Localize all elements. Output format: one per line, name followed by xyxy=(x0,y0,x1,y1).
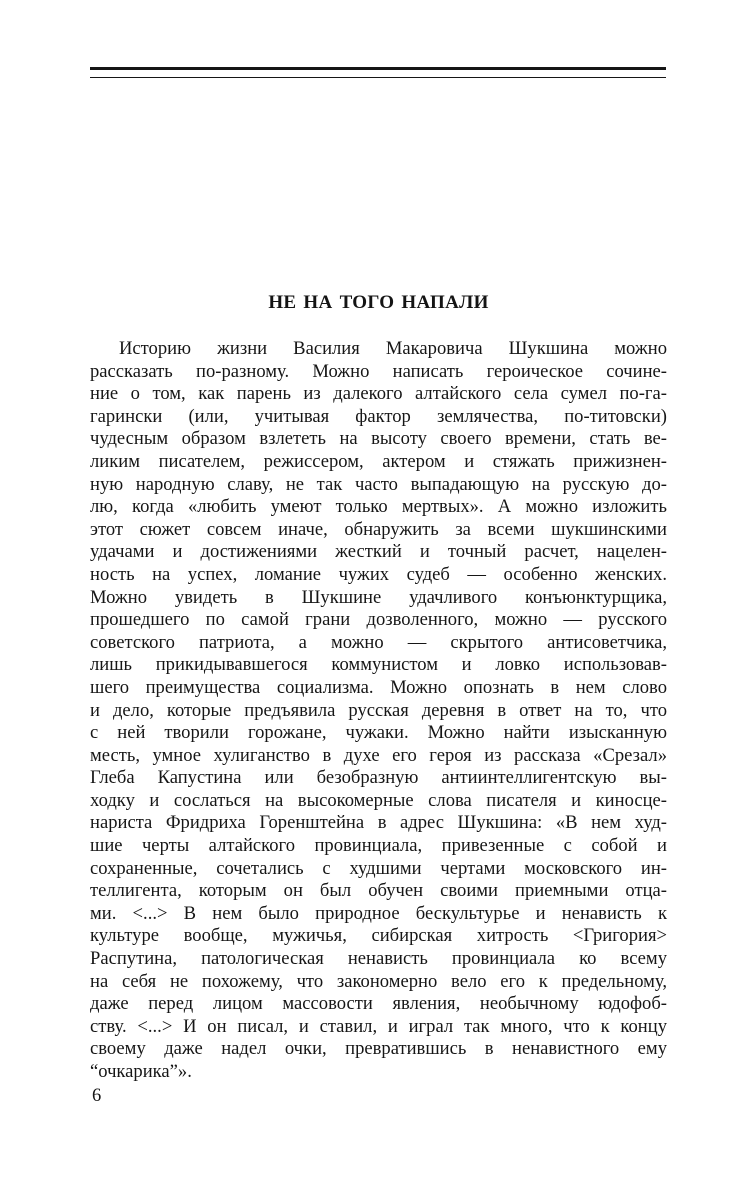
body-line: на себя не похожему, что закономерно вело его к предельному, xyxy=(90,970,667,992)
body-line: даже перед лицом массовости явления, необычному юдофоб- xyxy=(90,993,667,1015)
body-line: лю, когда «любить умеют только мертвых». А можно изложить xyxy=(90,496,667,518)
body-line: культуре вообще, мужичья, сибирская хитрость <Григория> xyxy=(90,925,667,947)
body-line: рассказать по-разному. Можно написать героическое сочине- xyxy=(90,360,667,382)
body-line: прошедшего по самой грани дозволенного, можно — русского xyxy=(90,609,667,631)
body-line: нариста Фридриха Горенштейна в адрес Шукшина: «В нем худ- xyxy=(90,812,667,834)
body-line: своему даже надел очки, превратившись в ненавистного ему xyxy=(90,1038,667,1060)
body-line: ству. <...> И он писал, и ставил, и играл так много, что к концу xyxy=(90,1015,667,1037)
body-line: шие черты алтайского провинциала, привезенные с собой и xyxy=(90,835,667,857)
body-line: и дело, которые предъявила русская деревня в ответ на то, что xyxy=(90,699,667,721)
chapter-title: НЕ НА ТОГО НАПАЛИ xyxy=(268,292,489,313)
body-line: этот сюжет совсем иначе, обнаружить за всеми шукшинскими xyxy=(90,518,667,540)
body-line: ликим писателем, режиссером, актером и стяжать прижизнен- xyxy=(90,450,667,472)
body-line: месть, умное хулиганство в духе его героя из рассказа «Срезал» xyxy=(90,744,667,766)
body-line: ходку и сослаться на высокомерные слова писателя и киносце- xyxy=(90,789,667,811)
body-line: ние о том, как парень из далекого алтайского села сумел по-га- xyxy=(90,383,667,405)
body-line: Распутина, патологическая ненависть провинциала ко всему xyxy=(90,948,667,970)
page-number: 6 xyxy=(92,1086,102,1106)
body-line: советского патриота, а можно — скрытого антисоветчика, xyxy=(90,631,667,653)
body-line: удачами и достижениями жесткий и точный расчет, нацелен- xyxy=(90,541,667,563)
body-line: Глеба Капустина или безобразную антиинтеллигентскую вы- xyxy=(90,767,667,789)
body-line: Историю жизни Василия Макаровича Шукшина можно xyxy=(119,338,667,359)
body-line: ми. <...> В нем было природное бескультурье и ненависть к xyxy=(90,902,667,924)
body-line: чудесным образом взлететь на высоту своего времени, стать ве- xyxy=(90,428,667,450)
body-line: “очкарика”». xyxy=(90,1061,192,1082)
body-line: шего преимущества социализма. Можно опознать в нем слово xyxy=(90,676,667,698)
body-line: ность на успех, ломание чужих судеб — особенно женских. xyxy=(90,563,667,585)
body-line: ную народную славу, не так часто выпадающую на русскую до- xyxy=(90,473,667,495)
body-line: теллигента, которым он был обучен своими приемными отца- xyxy=(90,880,667,902)
body-line: с ней творили горожане, чужаки. Можно найти изысканную xyxy=(90,722,667,744)
header-double-rule xyxy=(90,67,666,78)
body-line: Можно увидеть в Шукшине удачливого конъюнктурщика, xyxy=(90,586,667,608)
body-text xyxy=(90,338,667,1084)
body-line: гарински (или, учитывая фактор землячества, по-титовски) xyxy=(90,405,667,427)
body-line: лишь прикидывавшегося коммунистом и ловко использовав- xyxy=(90,654,667,676)
body-line: сохраненные, сочетались с худшими чертами московского ин- xyxy=(90,857,667,879)
